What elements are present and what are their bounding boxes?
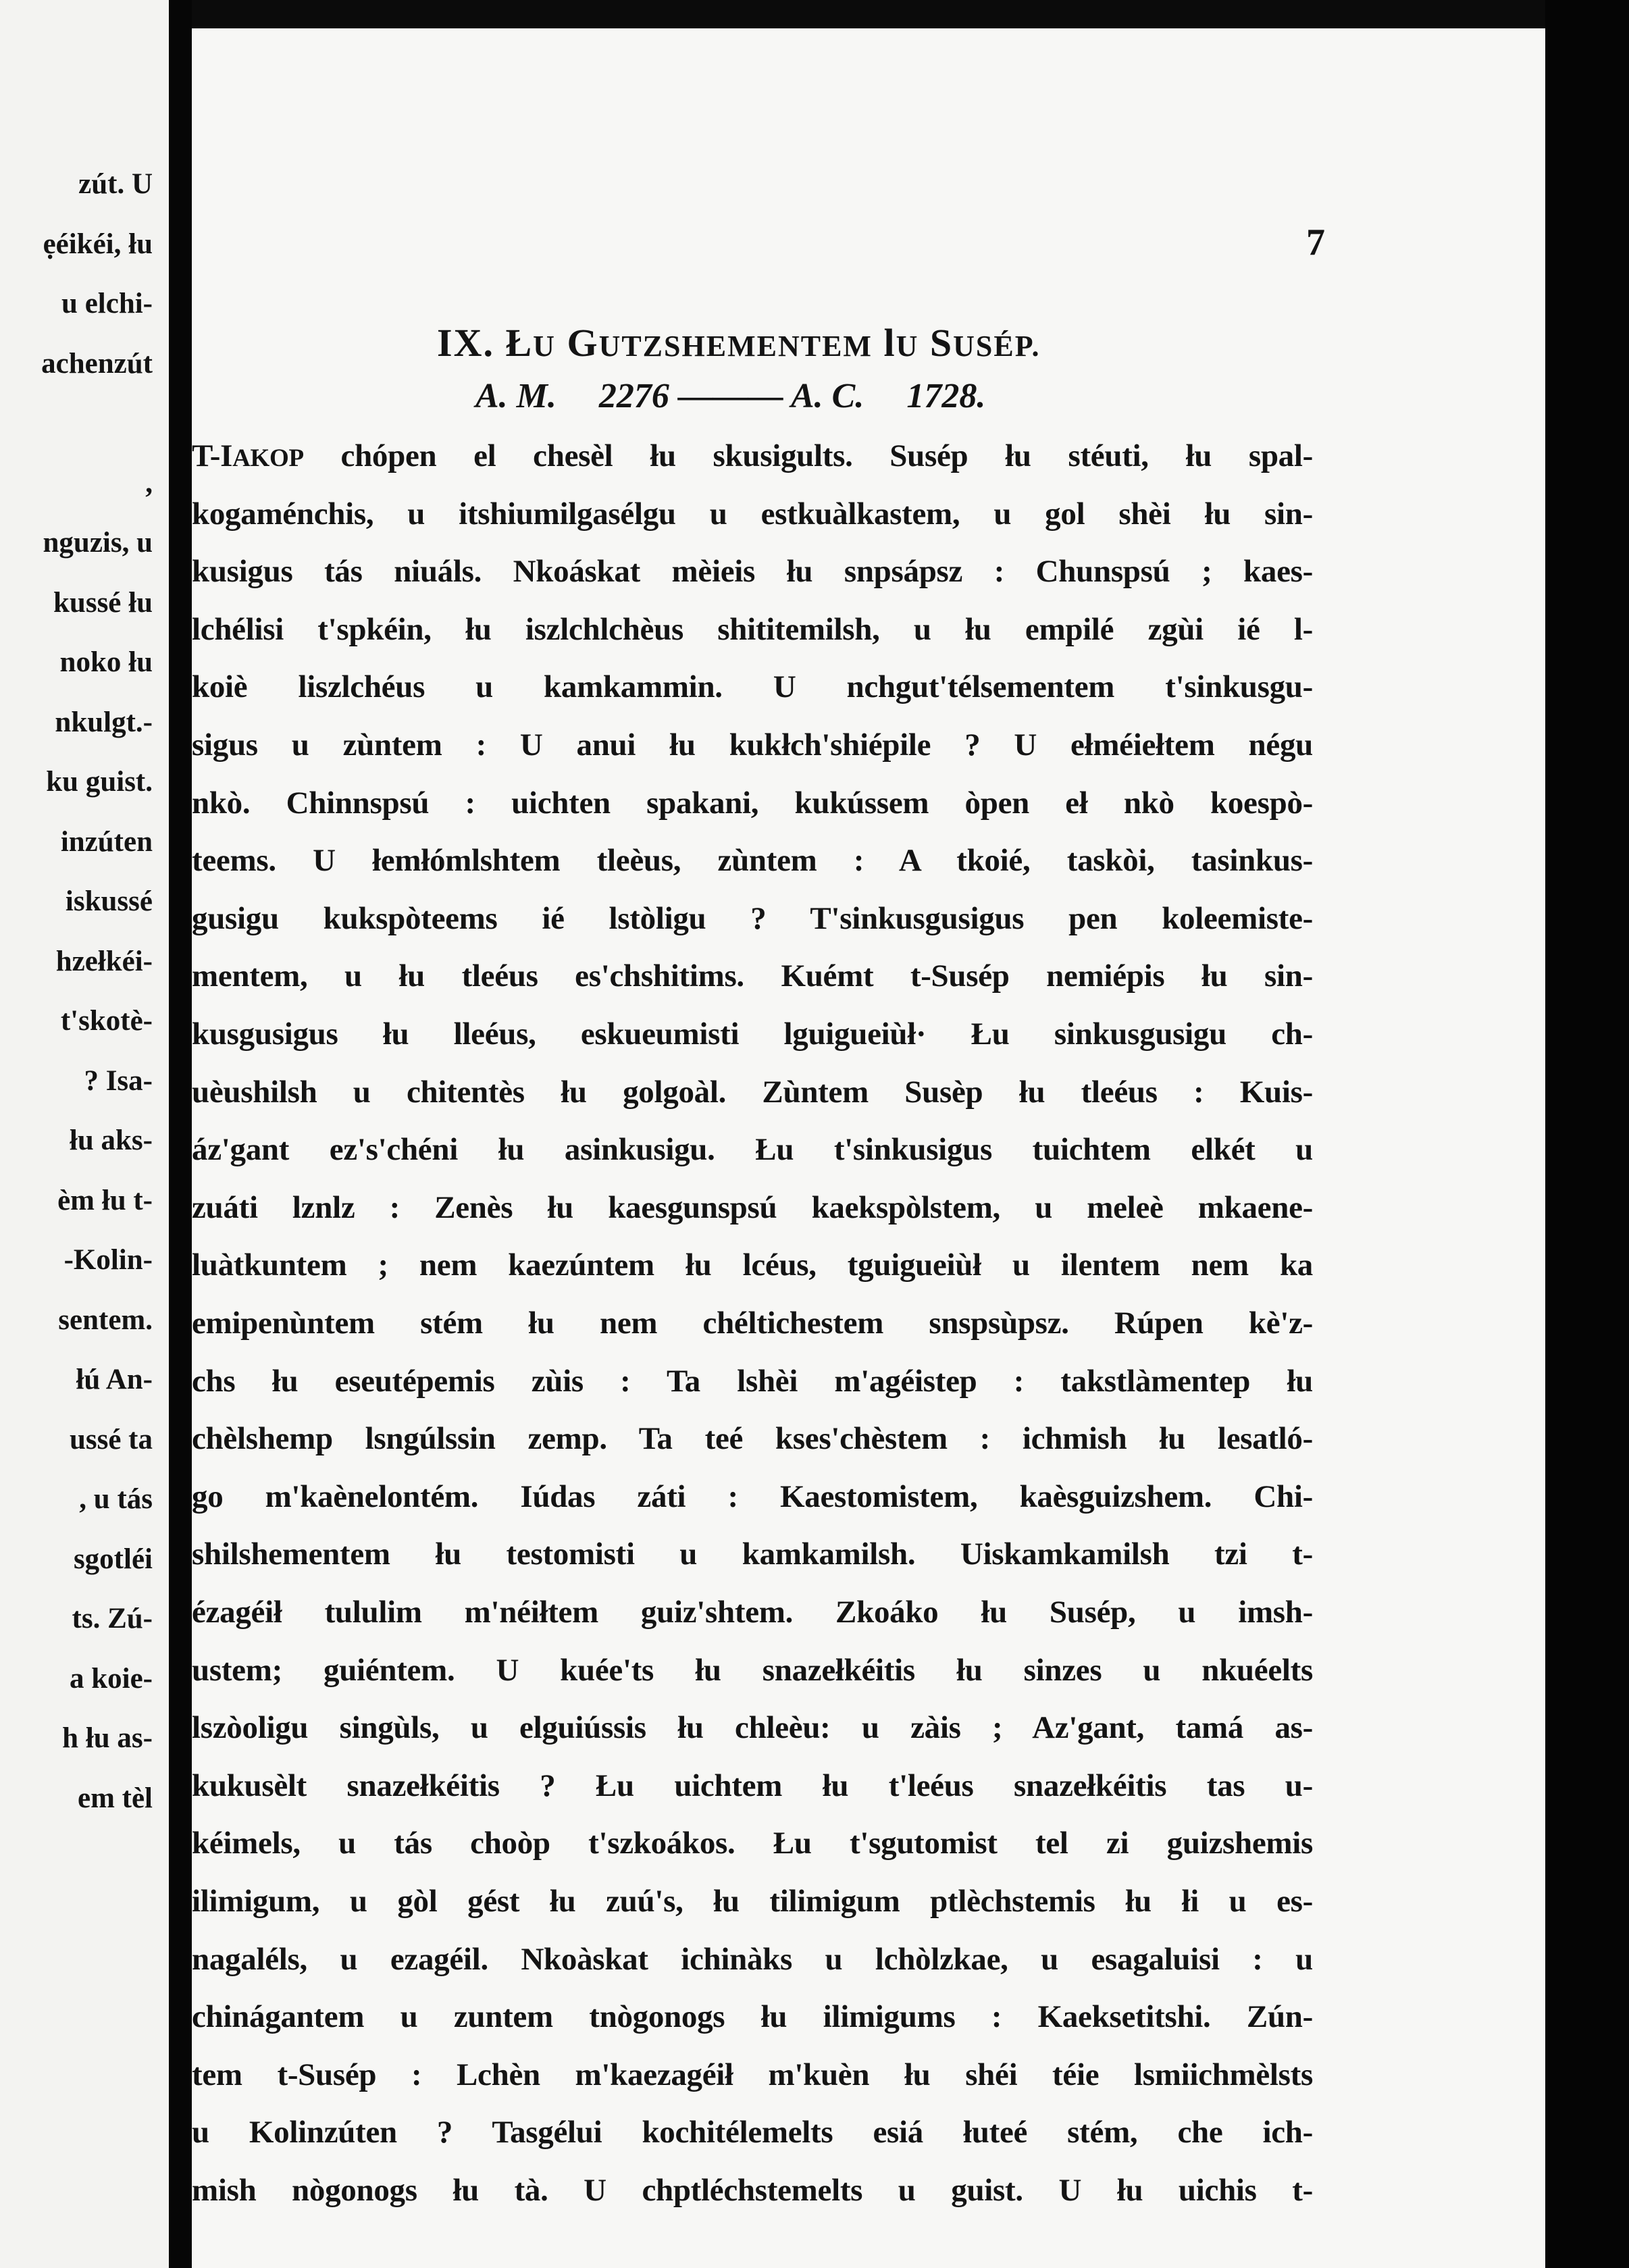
left-page-line: , [145,467,153,499]
left-page-line: zút. U [78,168,153,200]
body-line: áz'gant ez's'chéni łu asinkusigu. Łu t'sinkusigus tuichtem elkét u [192,1132,1313,1168]
chapter-number: IX. [437,321,494,365]
book-page [192,28,1545,2268]
left-page-line: èm łu t- [57,1184,153,1216]
left-page-line: t'skotè- [60,1005,153,1037]
body-line: kukusèlt snazełkéitis ? Łu uichtem łu t'leéus snazełkéitis tas u- [192,1768,1313,1803]
body-line: sigus u zùntem : U anui łu kukłch'shiépile ? U ełméiełtem négu [192,727,1313,763]
body-line: tem t-Susép : Lchèn m'kaezagéił m'kuèn łu shéi téie lsmiichmèlsts [192,2057,1313,2092]
date-dash: ——— [677,377,783,415]
left-page-line: noko łu [59,646,153,678]
left-page-line: achenzút [41,347,153,380]
left-page-line: sgotléi [73,1543,153,1575]
left-page-line: nkulgt.- [55,706,153,738]
body-line: nagaléls, u ezagéil. Nkoàskat ichinàks u lchòlzkae, u esagaluisi : u [192,1941,1313,1977]
left-page-line: ? Isa- [84,1064,153,1097]
body-line: mentem, u łu tleéus es'chshitims. Kuémt t-Susép nemiépis łu sin- [192,958,1313,994]
left-page-line: łú An- [76,1364,153,1395]
body-line: uèushilsh u chitentès łu golgoàl. Zùntem Susèp łu tleéus : Kuis- [192,1074,1313,1110]
body-line: chinágantem u zuntem tnògonogs łu ilimigums : Kaeksetitshi. Zún- [192,1999,1313,2035]
body-line: u Kolinzúten ? Tasgélui kochitélemelts esiá łuteé stém, che ich- [192,2115,1313,2150]
body-line-text: chópen el chesèl łu skusigults. Susép łu stéuti, łu spal- [303,438,1313,473]
body-line: kogaménchis, u itshiumilgasélgu u estkuàlkastem, u gol shèi łu sin- [192,496,1313,532]
body-line: koiè liszlchéus u kamkammin. U nchgut'télsementem t'sinkusgu- [192,669,1313,705]
left-page-line: ku guist. [46,766,153,798]
left-page-line: ts. Zú- [72,1603,153,1634]
left-page-line: h łu as- [62,1722,153,1754]
left-page-line: em tèl [77,1782,153,1814]
left-page-fragment [0,0,169,2268]
left-page-line: hzełkéi- [55,945,153,977]
body-line: ilimigum, u gòl gést łu zuú's, łu tilimigum ptlèchstemis łu łi u es- [192,1884,1313,1919]
anno-mundi-year: 2276 [598,377,669,415]
left-page-line: -Kolin- [63,1244,153,1276]
body-line: emipenùntem stém łu nem chéltichestem snspsùpsz. Rúpen kè'z- [192,1306,1313,1341]
body-line [192,438,1313,474]
anno-christi-year: 1728. [906,377,986,415]
body-line: chèlshemp lsngúlssin zemp. Ta teé kses'chèstem : ichmish łu lesatló- [192,1421,1313,1457]
body-line: luàtkuntem ; nem kaezúntem łu lcéus, tguigueiùł u ilentem nem ka [192,1247,1313,1283]
body-line: ustem; guiéntem. U kuée'ts łu snazełkéitis łu sinzes u nkuéelts [192,1652,1313,1688]
left-page-line: sentem. [58,1304,153,1336]
body-line: lchélisi t'spkéin, łu iszlchlchèus shititemilsh, u łu empilé zgùi ié l- [192,611,1313,647]
body-line: kusgusigus łu lleéus, eskueumisti lguigueiùł· Łu sinkusgusigu ch- [192,1016,1313,1052]
left-page-line: inzúten [60,825,153,858]
body-line: chs łu eseutépemis zùis : Ta lshèi m'agéistep : takstlàmentep łu [192,1363,1313,1399]
left-page-line: ussé ta [69,1423,153,1455]
anno-christi-label: A. C. [791,377,864,415]
body-line: nkò. Chinnspsú : uichten spakani, kukússem òpen eł nkò koespò- [192,785,1313,821]
body-line: kusigus tás niuáls. Nkoáskat mèieis łu snpsápsz : Chunspsú ; kaes- [192,554,1313,590]
page-gutter [169,0,192,2268]
left-page-line: kussé łu [53,586,153,619]
body-line: ézagéił tululim m'néiłtem guiz'shtem. Zkoáko łu Susép, u imsh- [192,1595,1313,1630]
left-page-line: ẹéikéi, łu [43,228,153,260]
left-page-line: łu aks- [69,1125,153,1156]
chapter-title: ŁU GUTZSHEMENTEM lU SUSÉP. [505,321,1041,365]
anno-mundi-label: A. M. [475,377,557,415]
left-page-line: nguzis, u [43,527,153,559]
body-line: teems. U łemłómlshtem tleèus, zùntem : A tkoié, taskòi, tasinkus- [192,843,1313,879]
left-page-line: , u tás [79,1483,153,1515]
chapter-dates [475,376,985,416]
left-page-line: iskussé [65,885,153,917]
chapter-heading [437,320,1041,365]
body-line: mish nògonogs łu tà. U chptléchstemelts u guist. U łu uichis t- [192,2173,1313,2208]
scan-margin [1545,0,1629,2268]
body-line: zuáti lznlz : Zenès łu kaesgunspsú kaekspòlstem, u meleè mkaene- [192,1189,1313,1225]
first-word: T-IAKOP [192,438,304,473]
page-number: 7 [1306,222,1325,263]
body-line: shilshementem łu testomisti u kamkamilsh. Uiskamkamilsh tzi t- [192,1537,1313,1572]
body-line: kéimels, u tás choòp t'szkoákos. Łu t'sgutomist tel zi guizshemis [192,1826,1313,1861]
body-line: go m'kaènelontém. Iúdas záti : Kaestomistem, kaèsguizshem. Chi- [192,1478,1313,1514]
left-page-line: u elchi- [61,288,153,319]
body-line: gusigu kukspòteems ié lstòligu ? T'sinkusgusigus pen koleemiste- [192,900,1313,936]
body-line: lszòoligu singùls, u elguiússis łu chleèu: u zàis ; Az'gant, tamá as- [192,1710,1313,1746]
left-page-line: a koie- [69,1662,153,1695]
